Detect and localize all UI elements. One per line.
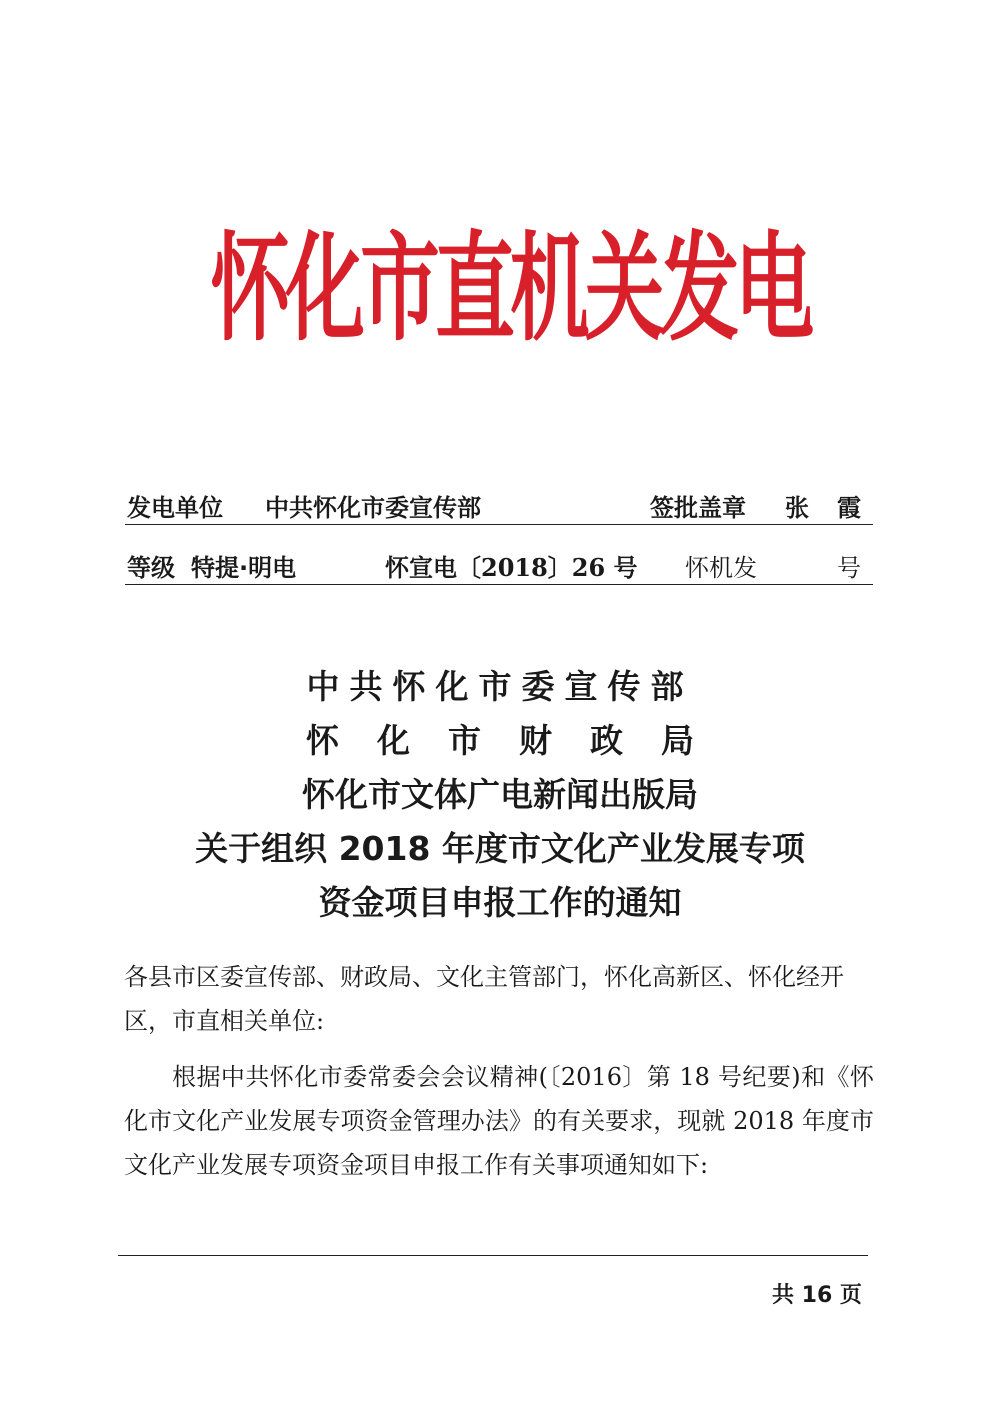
title-line-1: 中共怀化市委宣传部 (306, 667, 694, 706)
title-line-5: 资金项目申报工作的通知 (318, 883, 682, 922)
footer-divider (118, 1255, 868, 1256)
page-count: 共 16 页 (772, 1283, 862, 1308)
sender-label: 发电单位 (127, 494, 223, 522)
sender-row (125, 484, 873, 525)
addressee-paragraph: 各县市区委宣传部、财政局、文化主管部门，怀化高新区、怀化经开区，市直相关单位: (124, 963, 844, 1035)
level-label: 等级 (127, 554, 175, 582)
masthead-title: 怀化市直机关发电 (210, 221, 810, 358)
level-row (125, 544, 873, 585)
body-paragraph: 根据中共怀化市委常委会会议精神(〔2016〕第 18 号纪要)和《怀化市文化产业发展专项资金管理办法》的有关要求，现就 2018 年度市文化产业发展专项资金项目申报工作有关事项通知如下: (124, 1063, 874, 1179)
title-line-2: 怀化市财政局 (306, 721, 732, 760)
org-label: 怀机发 (685, 554, 757, 582)
notice-title (120, 660, 880, 930)
org-suffix: 号 (837, 554, 861, 582)
document-number: 怀宣电〔2018〕26 号 (385, 553, 638, 582)
title-line-3: 怀化市文体广电新闻出版局 (302, 775, 698, 814)
sign-label: 签批盖章 (650, 494, 746, 522)
signer-name-1: 张 (785, 494, 809, 522)
sender-value: 中共怀化市委宣传部 (265, 494, 481, 522)
title-line-4: 关于组织 2018 年度市文化产业发展专项 (195, 829, 805, 868)
signer-name-2: 霞 (837, 494, 861, 522)
level-value: 特提·明电 (191, 554, 297, 582)
